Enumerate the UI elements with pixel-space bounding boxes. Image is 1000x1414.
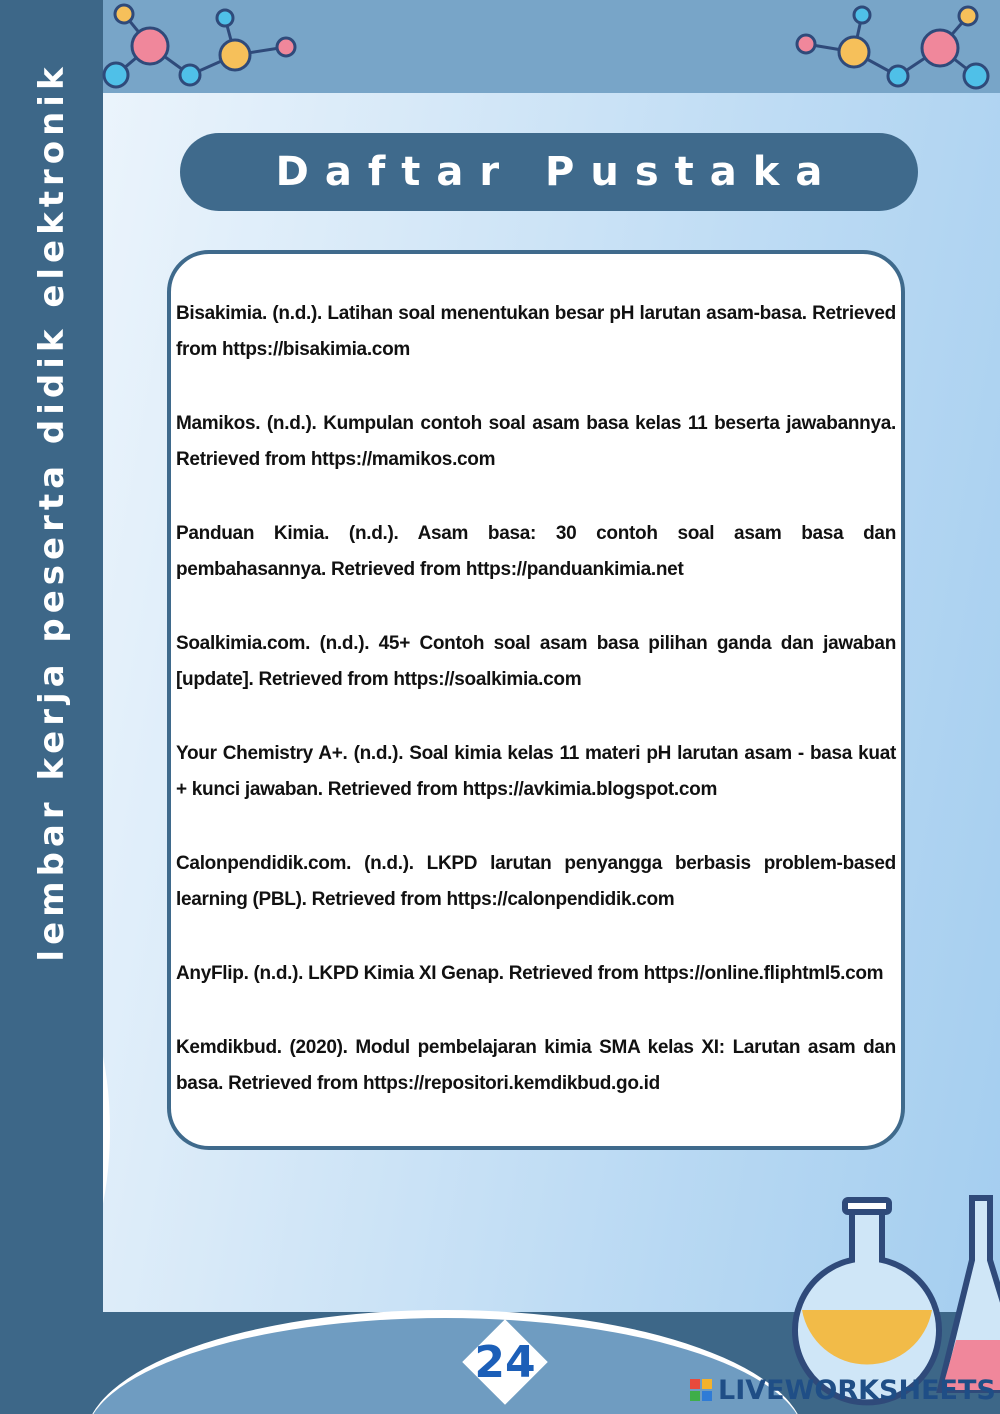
watermark-text: LIVEWORKSHEETS <box>718 1374 996 1406</box>
molecule-icon <box>790 0 1000 93</box>
page-number: 24 <box>474 1336 536 1388</box>
molecule-icon <box>100 0 310 93</box>
reference-item: AnyFlip. (n.d.). LKPD Kimia XI Genap. Retrieved from https://online.fliphtml5.com <box>176 963 884 984</box>
page-title: Daftar Pustaka <box>275 149 839 195</box>
reference-item: Your Chemistry A+. (n.d.). Soal kimia kelas 11 materi pH larutan asam - basa kuat + kunci jawaban. Retrieved from https://avkimia.blogspot.com <box>176 743 896 800</box>
reference-item: Mamikos. (n.d.). Kumpulan contoh soal asam basa kelas 11 beserta jawabannya. Retrieved from https://mamikos.com <box>176 413 896 470</box>
reference-item: Bisakimia. (n.d.). Latihan soal menentukan besar pH larutan asam-basa. Retrieved from https://bisakimia.com <box>176 303 896 360</box>
reference-item: Kemdikbud. (2020). Modul pembelajaran kimia SMA kelas XI: Larutan asam dan basa. Retrieved from https://repositori.kemdikbud.go.id <box>176 1037 896 1094</box>
reference-item: Soalkimia.com. (n.d.). 45+ Contoh soal asam basa pilihan ganda dan jawaban [update]. Retrieved from https://soalkimia.com <box>176 633 896 690</box>
title-banner <box>180 133 918 211</box>
page-number-badge <box>463 1320 547 1404</box>
reference-item: Panduan Kimia. (n.d.). Asam basa: 30 contoh soal asam basa dan pembahasannya. Retrieved from https://panduankimia.net <box>176 523 896 580</box>
liveworksheets-logo <box>690 1372 996 1408</box>
reference-list <box>176 296 896 1140</box>
reference-item: Calonpendidik.com. (n.d.). LKPD larutan penyangga berbasis problem-based learning (PBL). Retrieved from https://calonpendidik.com <box>176 853 896 910</box>
liveworksheets-icon <box>690 1379 712 1401</box>
side-title: lembar kerja peserta didik elektronik <box>32 62 72 962</box>
